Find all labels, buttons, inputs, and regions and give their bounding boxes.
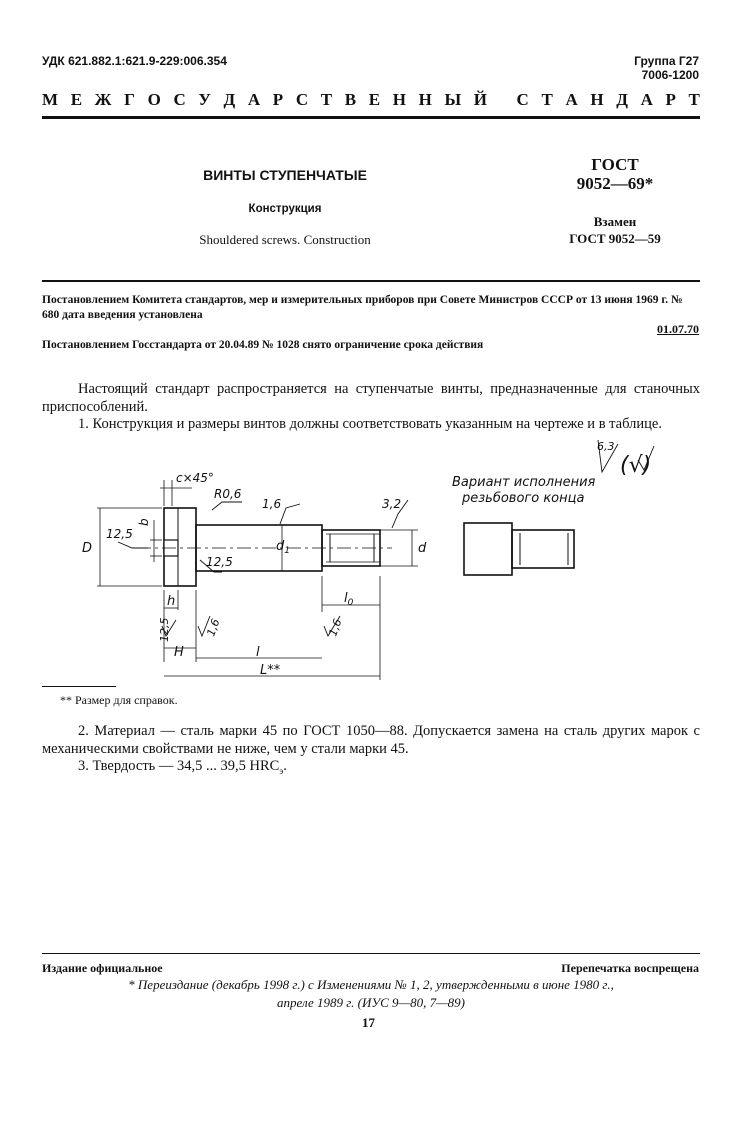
replaces-label: Взамен xyxy=(593,214,637,229)
group-line-2: 7006-1200 xyxy=(641,68,699,82)
dim-L-label: L** xyxy=(260,663,281,678)
roughness-12-5-label: 12,5 xyxy=(106,527,133,541)
banner-letter: С xyxy=(173,90,186,109)
banner-letter: Н xyxy=(418,90,432,109)
decree-second: Постановлением Госстандарта от 20.04.89 № 1028 снято ограничение срока действия xyxy=(42,339,484,351)
banner-letter: А xyxy=(565,90,578,109)
banner-letter: Е xyxy=(70,90,83,109)
dim-d-label: d xyxy=(418,541,427,556)
thread-end-variant xyxy=(464,523,574,575)
edition-label: Издание официальное xyxy=(42,961,163,975)
banner-letter: С xyxy=(516,90,529,109)
dim-l-label: l xyxy=(256,645,260,660)
dim-b-label: b xyxy=(137,518,151,526)
banner-letter: О xyxy=(147,90,161,109)
banner-letter: Р xyxy=(665,90,676,109)
reprint-label: Перепечатка воспрещена xyxy=(561,961,699,975)
header-rule xyxy=(42,116,700,119)
chamfer-label: c×45° xyxy=(176,471,214,485)
reissue-line-1: * Переиздание (декабрь 1998 г.) с Изменениями № 1, 2, утвержденными в июне 1980 г., xyxy=(128,977,614,992)
group-line-1: Группа Г27 xyxy=(634,54,699,68)
roughness-1-6-label: 1,6 xyxy=(262,497,282,511)
banner-letter: Й xyxy=(473,90,488,109)
replaces-number: ГОСТ 9052—59 xyxy=(569,231,661,246)
dim-h-label: h xyxy=(167,594,176,609)
reissue-note xyxy=(42,976,700,1012)
roughness-main-label: 6,3 xyxy=(597,440,615,453)
doc-title: ВИНТЫ СТУПЕНЧАТЫЕ xyxy=(203,167,367,183)
banner-letter: У xyxy=(198,90,211,109)
banner-letter: Н xyxy=(392,90,406,109)
banner-letter: Г xyxy=(124,90,135,109)
dim-l0-label: $l_0$ xyxy=(344,591,354,608)
roughness-12-5b-label: 12,5 xyxy=(206,555,233,569)
title-rule xyxy=(42,280,700,282)
dim-D-label: D xyxy=(82,541,93,556)
decree-date: 01.07.70 xyxy=(657,322,699,336)
roughness-1-6c-label: 1,6 xyxy=(326,617,345,639)
udk-code: УДК 621.882.1:621.9-229:006.354 xyxy=(42,54,227,68)
banner-letter: Т xyxy=(320,90,333,109)
variant-label-2: резьбового конца xyxy=(462,491,585,506)
banner-letter: Ж xyxy=(94,90,112,109)
screw-drawing xyxy=(42,430,700,692)
group-code xyxy=(634,54,699,82)
banner-letter: Д xyxy=(223,90,236,109)
footer-rule xyxy=(42,953,700,954)
banner-letter: Т xyxy=(688,90,700,109)
gost-number: 9052—69* xyxy=(576,174,654,193)
banner-letter: Е xyxy=(368,90,381,109)
roughness-3-2-label: 3,2 xyxy=(382,497,402,511)
interstate-standard-banner xyxy=(42,90,700,110)
banner-letter: Д xyxy=(616,90,628,109)
roughness-1-6b-label: 1,6 xyxy=(204,617,223,639)
banner-letter: В xyxy=(344,90,357,109)
doc-subtitle: Конструкция xyxy=(248,203,322,215)
reissue-line-2: апреле 1989 г. (ИУС 9—80, 7—89) xyxy=(277,995,465,1010)
banner-letter xyxy=(500,90,504,110)
banner-letter: Н xyxy=(590,90,604,109)
item-1: 1. Конструкция и размеры винтов должны соответствовать указанным на чертеже и в таблице. xyxy=(78,416,662,432)
dim-d1-label: $d_1$ xyxy=(276,539,290,556)
banner-letter: А xyxy=(247,90,261,109)
banner-letter: С xyxy=(295,90,309,109)
banner-letter: А xyxy=(640,90,653,109)
banner-letter: Р xyxy=(272,90,284,109)
radius-label: R0,6 xyxy=(214,487,242,501)
roughness-12-5c-label: 12,5 xyxy=(158,617,171,642)
footnote-rule xyxy=(42,686,116,687)
footnote: ** Размер для справок. xyxy=(60,693,178,707)
decree-first: Постановлением Комитета стандартов, мер и измерительных приборов при Совете Министров СССР от 13 июня 1969 г. № 680 дата введения установлена xyxy=(42,294,683,321)
gost-label: ГОСТ xyxy=(591,155,639,174)
item-3: 3. Твердость — 34,5 ... 39,5 $HRC_э$. xyxy=(78,758,287,776)
banner-letter: Ы xyxy=(444,90,462,109)
intro-paragraph: Настоящий стандарт распространяется на ступенчатые винты, предназначенные для станочных приспособлений. xyxy=(42,381,700,415)
page-number: 17 xyxy=(362,1015,375,1030)
banner-letter: М xyxy=(42,90,59,109)
banner-letter: Т xyxy=(541,90,553,109)
variant-label-1: Вариант исполнения xyxy=(452,475,596,490)
doc-title-en: Shouldered screws. Construction xyxy=(199,232,371,247)
roughness-paren: (√) xyxy=(620,453,652,478)
item-2: 2. Материал — сталь марки 45 по ГОСТ 1050—88. Допускается замена на сталь других марок с механическими свойствами не ниже, чем у стали марки 45. xyxy=(42,723,700,757)
dim-H-label: H xyxy=(174,645,184,660)
